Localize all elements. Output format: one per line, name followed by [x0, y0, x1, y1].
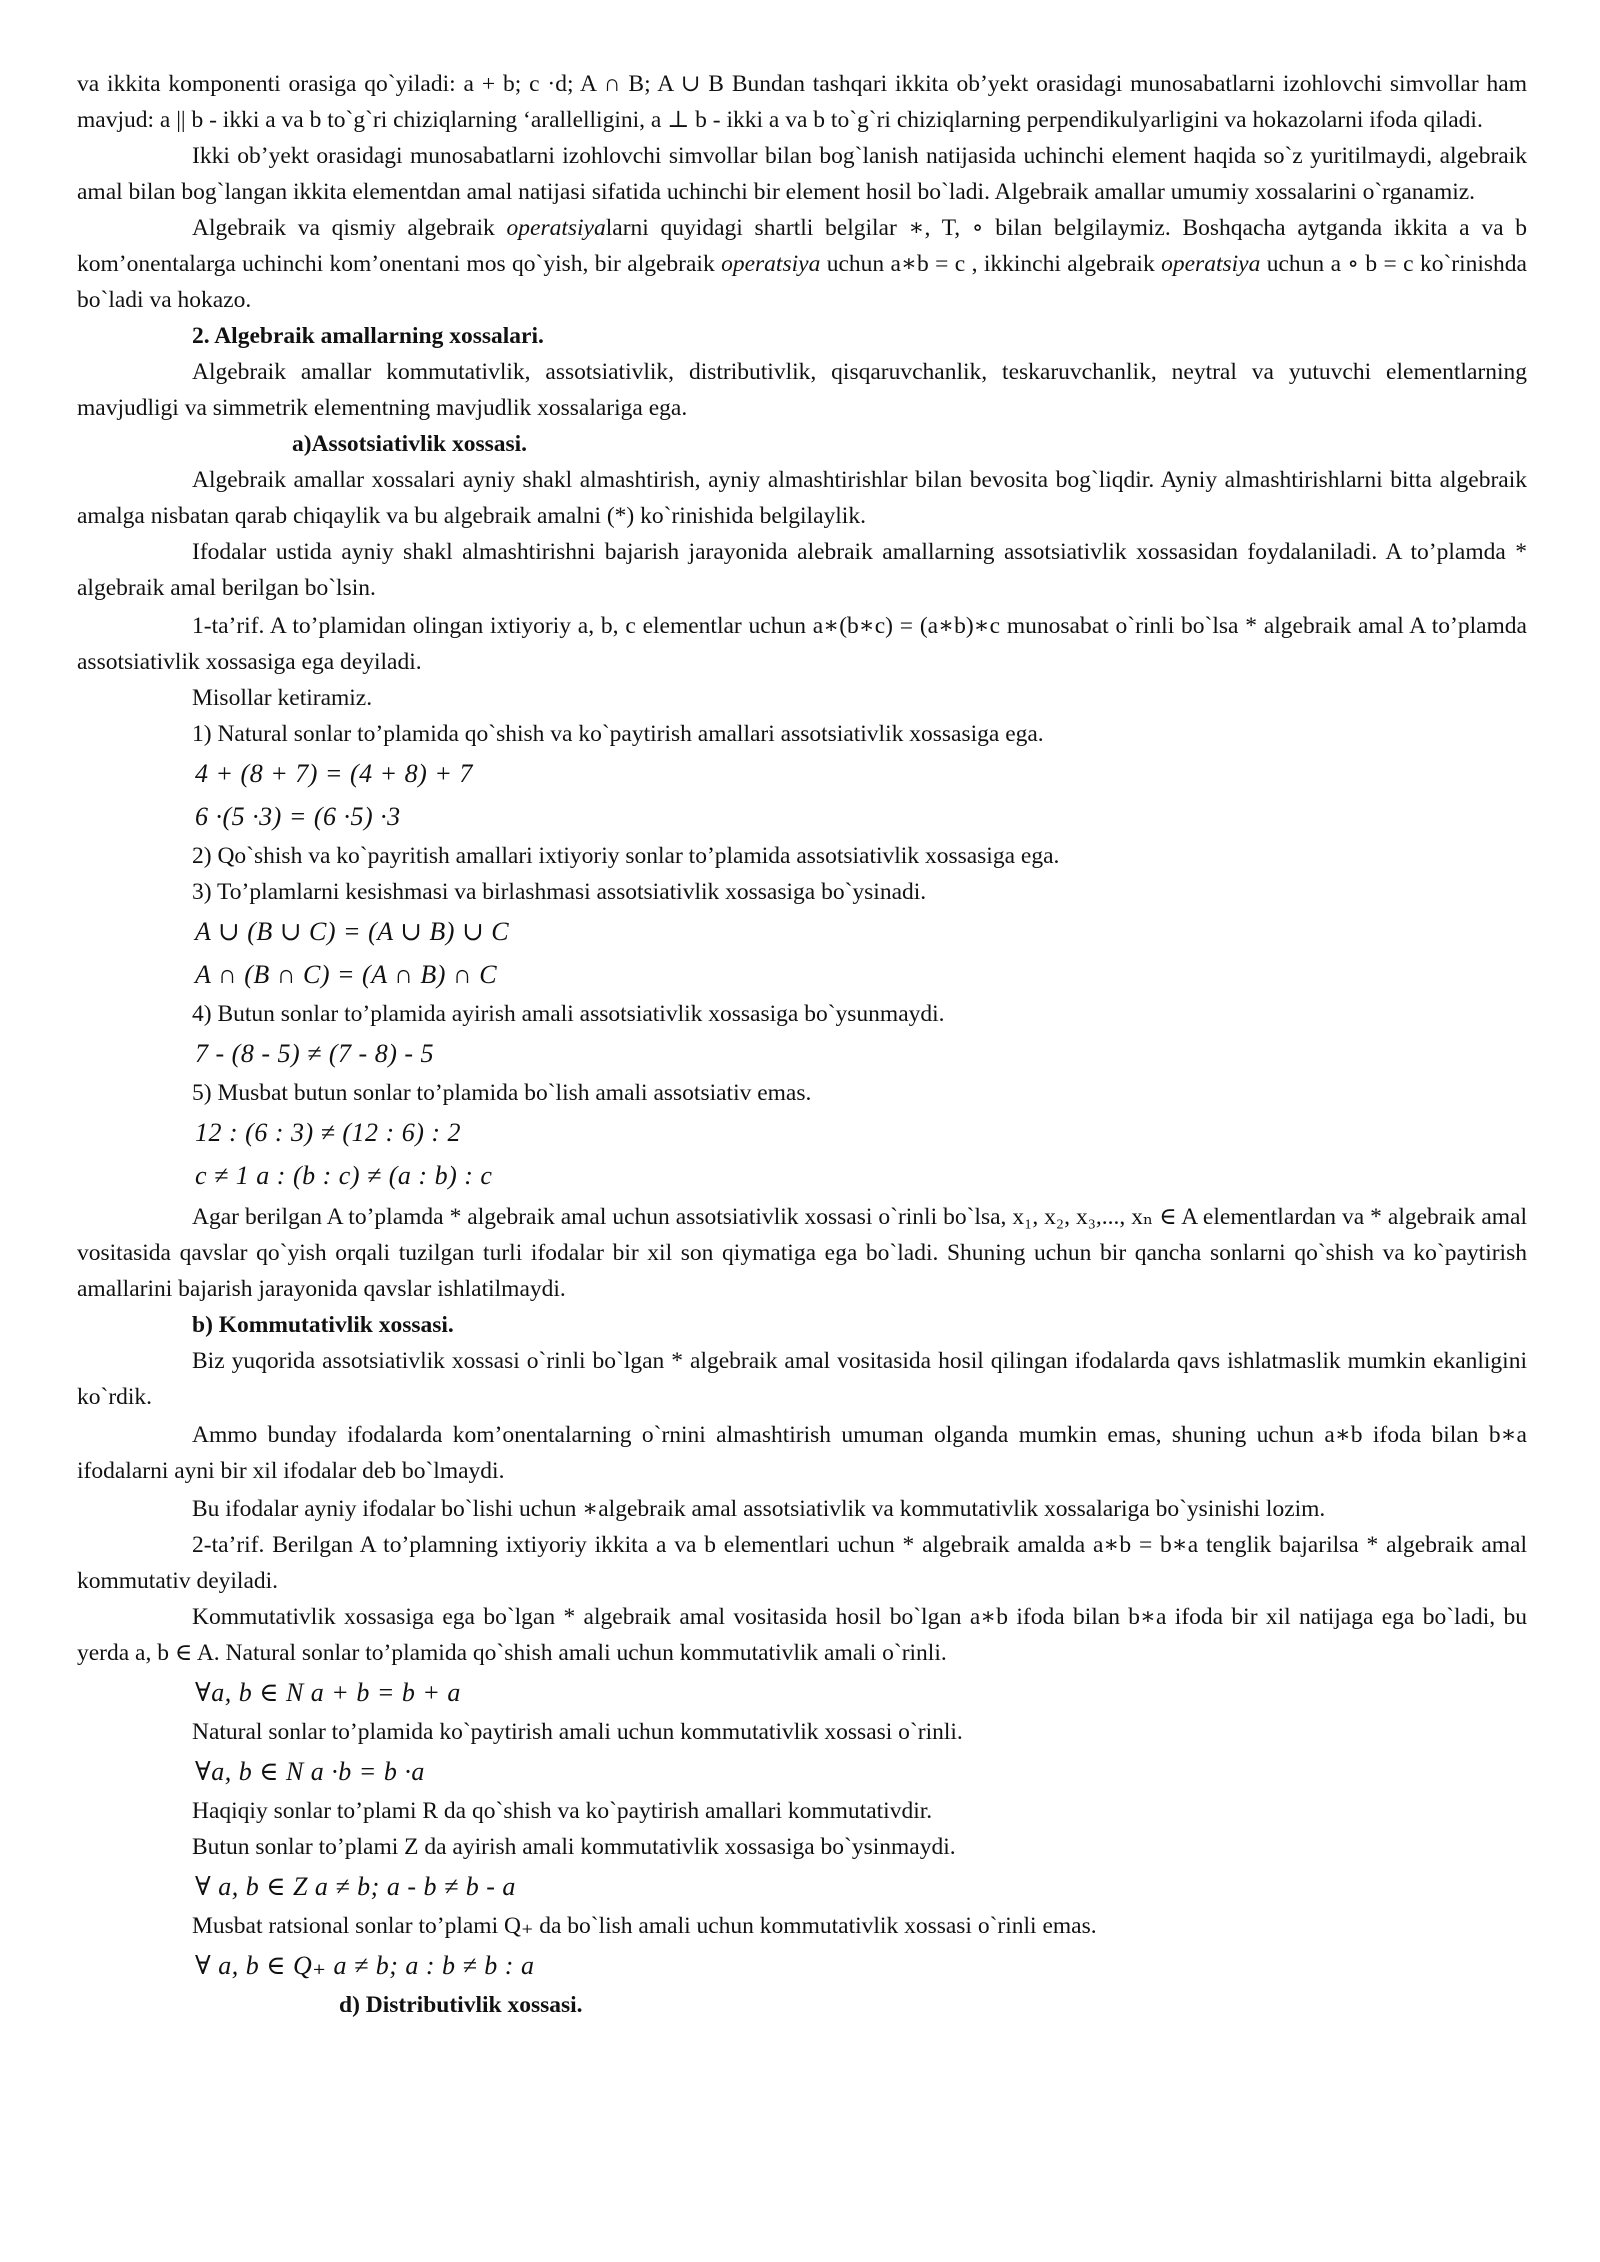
math-formula: A ∩ (B ∩ C) = (A ∩ B) ∩ C [195, 960, 498, 989]
paragraph: Agar berilgan A to’plamda * algebraik amal uchun assotsiativlik xossasi o`rinli bo`lsa, x₁, x₂, x₃,..., xₙ ∈ A elementlardan va * algebraik amal vositasida qavslar qo`yish orqali tuzilgan turli ifodalar bir xil son qiymatiga ega bo`ladi. Shuning uchun bir qancha sonlarni qo`shish va ko`paytirish amallarini bajarish jarayonida qavslar ishlatilmaydi. [77, 1204, 1527, 1302]
document-page [77, 66, 1527, 2023]
math-formula: ∀a, b ∈ N a + b = b + a [195, 1678, 461, 1707]
subsection-heading: d) Distributivlik xossasi. [339, 1992, 583, 2018]
paragraph: Musbat ratsional sonlar to’plami Q₊ da bo`lish amali uchun kommutativlik xossasi o`rinli emas. [192, 1913, 1097, 1939]
text-run: larni quyidagi shartli belgilar ∗, T, ∘ bilan belgilaymiz. Boshqacha aytganda ikkita a va b kom’onentalarga uchinchi kom’onentani mos qo`yish, bir algebraik [77, 215, 1527, 277]
math-formula: ∀ a, b ∈ Z a ≠ b; a - b ≠ b - a [195, 1872, 516, 1901]
definition-paragraph: 2-ta’rif. Berilgan A to’plamning ixtiyoriy ikkita a va b elementlari uchun * algebraik amalda a∗b = b∗a tenglik bajarilsa * algebraik amal kommutativ deyiladi. [77, 1532, 1527, 1594]
paragraph: Algebraik amallar xossalari ayniy shakl almashtirish, ayniy almashtirishlar bilan bevosita bog`liqdir. Ayniy almashtirishlarni bitta algebraik amalga nisbatan qarab chiqaylik va bu algebraik amalni (*) ko`rinishida belgilaylik. [77, 467, 1527, 529]
italic-term: operatsiya [1161, 251, 1261, 277]
math-formula: 4 + (8 + 7) = (4 + 8) + 7 [195, 759, 473, 788]
paragraph: va ikkita komponenti orasiga qo`yiladi: a + b; c ·d; A ∩ B; A ∪ B Bundan tashqari ikkita ob’yekt orasidagi munosabatlarni izohlovchi simvollar ham mavjud: a || b - ikki a va b to`g`ri chiziqlarning ‘arallelligini, a ⊥ b - ikki a va b to`g`ri chiziqlarning perpendikulyarligini va hokazolarni ifoda qiladi. [77, 71, 1527, 133]
definition-paragraph: 1-ta’rif. A to’plamidan olingan ixtiyoriy a, b, c elementlar uchun a∗(b∗c) = (a∗b)∗c munosabat o`rinli bo`lsa * algebraik amal A to’plamda assotsiativlik xossasiga ega deyiladi. [77, 613, 1527, 675]
math-formula: ∀ a, b ∈ Q₊ a ≠ b; a : b ≠ b : a [195, 1951, 535, 1980]
paragraph: 5) Musbat butun sonlar to’plamida bo`lish amali assotsiativ emas. [192, 1080, 812, 1106]
paragraph: Kommutativlik xossasiga ega bo`lgan * algebraik amal vositasida hosil bo`lgan a∗b ifoda bilan b∗a ifoda bir xil natijaga ega bo`ladi, bu yerda a, b ∈ A. Natural sonlar to’plamida qo`shish amali uchun kommutativlik amali o`rinli. [77, 1604, 1527, 1666]
math-formula: 6 ·(5 ·3) = (6 ·5) ·3 [195, 802, 401, 831]
paragraph: 4) Butun sonlar to’plamida ayirish amali assotsiativlik xossasiga bo`ysunmaydi. [192, 1001, 945, 1027]
paragraph: Algebraik amallar kommutativlik, assotsiativlik, distributivlik, qisqaruvchanlik, teskaruvchanlik, neytral va yutuvchi elementlarning mavjudligi va simmetrik elementning mavjudlik xossalariga ega. [77, 359, 1527, 421]
subsection-heading: b) Kommutativlik xossasi. [192, 1312, 454, 1338]
math-formula: c ≠ 1 a : (b : c) ≠ (a : b) : c [195, 1161, 493, 1190]
math-formula: 12 : (6 : 3) ≠ (12 : 6) : 2 [195, 1118, 462, 1147]
text-run: uchun a ∘ b = c ko`rinishda bo`ladi va hokazo. [77, 251, 1527, 313]
paragraph: 2) Qo`shish va ko`payritish amallari ixtiyoriy sonlar to’plamida assotsiativlik xossasiga ega. [192, 843, 1060, 869]
paragraph: Haqiqiy sonlar to’plami R da qo`shish va ko`paytirish amallari kommutativdir. [192, 1798, 933, 1824]
paragraph: 3) To’plamlarni kesishmasi va birlashmasi assotsiativlik xossasiga bo`ysinadi. [192, 879, 927, 905]
paragraph [77, 210, 1527, 318]
paragraph: Ifodalar ustida ayniy shakl almashtirishni bajarish jarayonida alebraik amallarning assotsiativlik xossasidan foydalaniladi. A to’plamda * algebraik amal berilgan bo`lsin. [77, 539, 1527, 601]
paragraph: Natural sonlar to’plamida ko`paytirish amali uchun kommutativlik xossasi o`rinli. [192, 1719, 963, 1745]
section-heading: 2. Algebraik amallarning xossalari. [192, 323, 544, 349]
paragraph: Butun sonlar to’plami Z da ayirish amali kommutativlik xossasiga bo`ysinmaydi. [192, 1834, 956, 1860]
text-run: Algebraik va qismiy algebraik [192, 215, 507, 241]
paragraph: Biz yuqorida assotsiativlik xossasi o`rinli bo`lgan * algebraik amal vositasida hosil qilingan ifodalarda qavs ishlatmaslik mumkin ekanligini ko`rdik. [77, 1348, 1527, 1410]
math-formula: 7 - (8 - 5) ≠ (7 - 8) - 5 [195, 1039, 435, 1068]
paragraph: 1) Natural sonlar to’plamida qo`shish va ko`paytirish amallari assotsiativlik xossasiga ega. [192, 721, 1044, 747]
italic-term: operatsiya [506, 215, 606, 241]
math-formula: ∀a, b ∈ N a ·b = b ·a [195, 1757, 425, 1786]
math-formula: A ∪ (B ∪ C) = (A ∪ B) ∪ C [195, 917, 510, 946]
paragraph: Bu ifodalar ayniy ifodalar bo`lishi uchun ∗algebraik amal assotsiativlik va kommutativlik xossalariga bo`ysinishi lozim. [192, 1496, 1326, 1522]
paragraph: Misollar ketiramiz. [192, 685, 373, 711]
italic-term: operatsiya [721, 251, 821, 277]
paragraph: Ikki ob’yekt orasidagi munosabatlarni izohlovchi simvollar bilan bog`lanish natijasida uchinchi element haqida so`z yuritilmaydi, algebraik amal bilan bog`langan ikkita elementdan amal natijasi sifatida uchinchi bir element hosil bo`ladi. Algebraik amallar umumiy xossalarini o`rganamiz. [77, 143, 1527, 205]
paragraph: Ammo bunday ifodalarda kom’onentalarning o`rnini almashtirish umuman olganda mumkin emas, shuning uchun a∗b ifoda bilan b∗a ifodalarni ayni bir xil ifodalar deb bo`lmaydi. [77, 1422, 1527, 1484]
text-run: uchun a∗b = c , ikkinchi algebraik [820, 251, 1162, 277]
subsection-heading: a)Assotsiativlik xossasi. [292, 431, 528, 457]
